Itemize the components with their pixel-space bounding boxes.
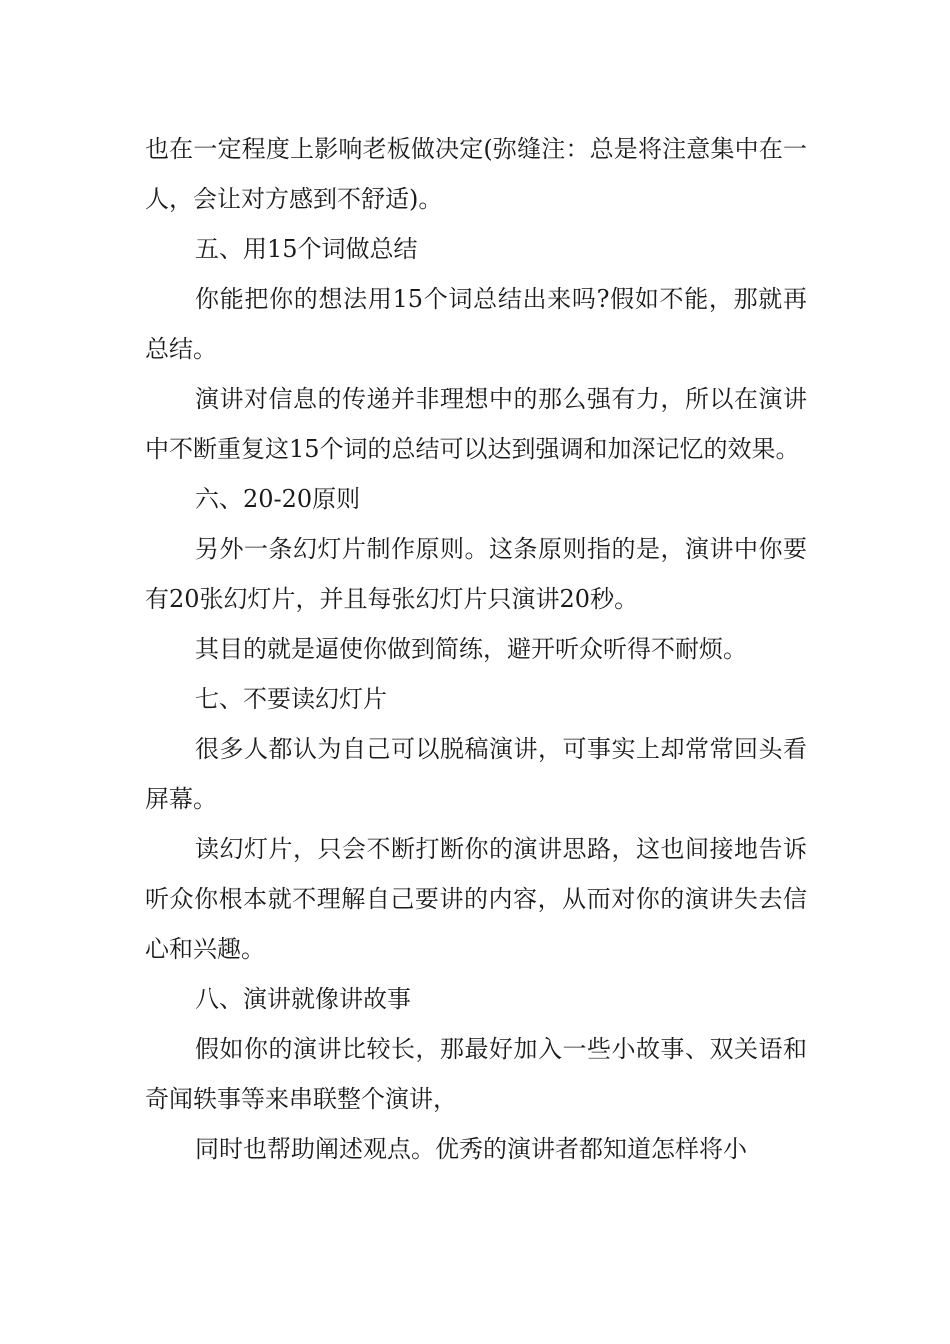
- paragraph: 你能把你的想法用15个词总结出来吗?假如不能，那就再总结。: [145, 285, 807, 363]
- paragraph: 假如你的演讲比较长，那最好加入一些小故事、双关语和奇闻轶事等来串联整个演讲，: [145, 1035, 807, 1113]
- section-heading-8: 八、演讲就像讲故事: [195, 985, 411, 1013]
- paragraph: 另外一条幻灯片制作原则。这条原则指的是，演讲中你要有20张幻灯片，并且每张幻灯片只演讲20秒。: [145, 535, 807, 613]
- paragraph: 演讲对信息的传递并非理想中的那么强有力，所以在演讲中不断重复这15个词的总结可以达到强调和加深记忆的效果。: [145, 385, 807, 463]
- document-body: [145, 124, 807, 1174]
- paragraph: 读幻灯片，只会不断打断你的演讲思路，这也间接地告诉听众你根本就不理解自己要讲的内容，从而对你的演讲失去信心和兴趣。: [145, 835, 807, 963]
- section-heading-6: 六、20-20原则: [195, 485, 361, 513]
- paragraph: 其目的就是逼使你做到简练，避开听众听得不耐烦。: [195, 635, 747, 663]
- paragraph-continuation: 也在一定程度上影响老板做决定(弥缝注：总是将注意集中在一人，会让对方感到不舒适)。: [145, 135, 807, 213]
- section-heading-5: 五、用15个词做总结: [195, 235, 418, 263]
- paragraph: 同时也帮助阐述观点。优秀的演讲者都知道怎样将小: [195, 1135, 747, 1163]
- section-heading-7: 七、不要读幻灯片: [195, 685, 387, 713]
- paragraph: 很多人都认为自己可以脱稿演讲，可事实上却常常回头看屏幕。: [145, 735, 807, 813]
